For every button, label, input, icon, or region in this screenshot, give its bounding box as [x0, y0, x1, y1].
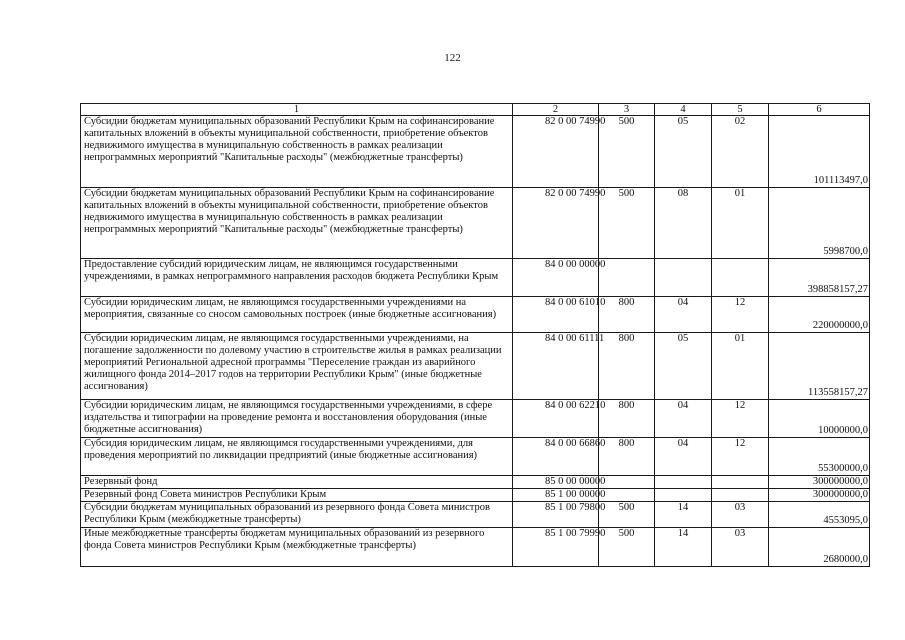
- row-amount: 398858157,27: [769, 259, 870, 297]
- row-amount: 10000000,0: [769, 400, 870, 438]
- row-col3: 800: [599, 400, 655, 438]
- table-row: [81, 259, 870, 297]
- row-col3: 500: [599, 502, 655, 528]
- row-col3: 500: [599, 188, 655, 259]
- row-col4: 04: [655, 297, 712, 333]
- budget-table: [80, 103, 870, 567]
- table-row: [81, 502, 870, 528]
- column-header: 4: [655, 104, 712, 116]
- table-row: [81, 116, 870, 188]
- row-col4: 14: [655, 528, 712, 567]
- table-row: [81, 528, 870, 567]
- table-row: [81, 476, 870, 489]
- row-col5: [712, 489, 769, 502]
- row-col3: [599, 259, 655, 297]
- row-amount: 300000000,0: [769, 476, 870, 489]
- row-col4: [655, 476, 712, 489]
- row-col5: 03: [712, 502, 769, 528]
- column-header: 1: [81, 104, 513, 116]
- row-col4: [655, 489, 712, 502]
- table-row: [81, 400, 870, 438]
- row-col3: 800: [599, 438, 655, 476]
- row-col3: [599, 489, 655, 502]
- row-code: 85 1 00 00000: [513, 489, 599, 502]
- column-header: 6: [769, 104, 870, 116]
- row-code: 85 1 00 79990: [513, 528, 599, 567]
- row-description: Резервный фонд: [81, 476, 513, 489]
- row-col4: [655, 259, 712, 297]
- row-description: Иные межбюджетные трансферты бюджетам муниципальных образований из резервного фонда Совета министров Республики Крым (межбюджетные трансферты): [81, 528, 513, 567]
- row-col5: [712, 259, 769, 297]
- row-col5: 03: [712, 528, 769, 567]
- table-header-row: [81, 104, 870, 116]
- row-code: 82 0 00 74990: [513, 116, 599, 188]
- row-col5: 01: [712, 333, 769, 400]
- row-col4: 04: [655, 438, 712, 476]
- table-row: [81, 188, 870, 259]
- row-col3: 800: [599, 297, 655, 333]
- row-amount: 5998700,0: [769, 188, 870, 259]
- row-amount: 113558157,27: [769, 333, 870, 400]
- row-col3: 500: [599, 116, 655, 188]
- row-col5: 12: [712, 400, 769, 438]
- row-col5: [712, 476, 769, 489]
- row-code: 84 0 00 62210: [513, 400, 599, 438]
- row-col3: [599, 476, 655, 489]
- table-row: [81, 438, 870, 476]
- row-col4: 08: [655, 188, 712, 259]
- row-code: 84 0 00 00000: [513, 259, 599, 297]
- row-description: Субсидии бюджетам муниципальных образований Республики Крым на софинансирование капитальных вложений в объекты муниципальной собственности, приобретение объектов недвижимого имущества в муниципальную собственность в рамках реализации непрограммных мероприятий "Капитальные расходы" (межбюджетные трансферты): [81, 116, 513, 188]
- row-description: Субсидии юридическим лицам, не являющимся государственными учреждениями на мероприятия, связанные со сносом самовольных построек (иные бюджетные ассигнования): [81, 297, 513, 333]
- row-description: Субсидия юридическим лицам, не являющимся государственными учреждениями, для проведения мероприятий по ликвидации предприятий (иные бюджетные ассигнования): [81, 438, 513, 476]
- row-col3: 800: [599, 333, 655, 400]
- column-header: 3: [599, 104, 655, 116]
- row-description: Субсидии юридическим лицам, не являющимся государственными учреждениями, в сфере издательства и типографии на проведение ремонта и восстановления оборудования (иные бюджетные ассигнования): [81, 400, 513, 438]
- row-amount: 101113497,0: [769, 116, 870, 188]
- column-header: 5: [712, 104, 769, 116]
- row-amount: 55300000,0: [769, 438, 870, 476]
- row-description: Резервный фонд Совета министров Республики Крым: [81, 489, 513, 502]
- row-amount: 300000000,0: [769, 489, 870, 502]
- row-col4: 05: [655, 116, 712, 188]
- table-row: [81, 489, 870, 502]
- page-number: 122: [444, 52, 461, 64]
- table-row: [81, 333, 870, 400]
- row-col5: 01: [712, 188, 769, 259]
- row-amount: 4553095,0: [769, 502, 870, 528]
- row-amount: 2680000,0: [769, 528, 870, 567]
- row-code: 85 0 00 00000: [513, 476, 599, 489]
- table-row: [81, 297, 870, 333]
- row-col5: 02: [712, 116, 769, 188]
- row-description: Субсидии бюджетам муниципальных образований Республики Крым на софинансирование капитальных вложений в объекты муниципальной собственности, приобретение объектов недвижимого имущества в муниципальную собственность в рамках реализации непрограммных мероприятий "Капитальные расходы" (межбюджетные трансферты): [81, 188, 513, 259]
- row-code: 84 0 00 61010: [513, 297, 599, 333]
- row-col4: 05: [655, 333, 712, 400]
- row-col4: 14: [655, 502, 712, 528]
- row-col3: 500: [599, 528, 655, 567]
- row-description: Субсидии бюджетам муниципальных образований из резервного фонда Совета министров Республики Крым (межбюджетные трансферты): [81, 502, 513, 528]
- row-description: Предоставление субсидий юридическим лицам, не являющимся государственными учреждениями, в рамках непрограммного направления расходов бюджета Республики Крым: [81, 259, 513, 297]
- row-code: 85 1 00 79800: [513, 502, 599, 528]
- row-description: Субсидии юридическим лицам, не являющимся государственными учреждениями, на погашение задолженности по долевому участию в строительстве жилья в рамках реализации мероприятий Региональной адресной программы "Переселение граждан из аварийного жилищного фонда 2014–2017 годов на территории Республики Крым" (иные бюджетные ассигнования): [81, 333, 513, 400]
- row-col5: 12: [712, 438, 769, 476]
- row-code: 84 0 00 61111: [513, 333, 599, 400]
- row-amount: 220000000,0: [769, 297, 870, 333]
- row-col5: 12: [712, 297, 769, 333]
- row-col4: 04: [655, 400, 712, 438]
- row-code: 84 0 00 66860: [513, 438, 599, 476]
- column-header: 2: [513, 104, 599, 116]
- row-code: 82 0 00 74990: [513, 188, 599, 259]
